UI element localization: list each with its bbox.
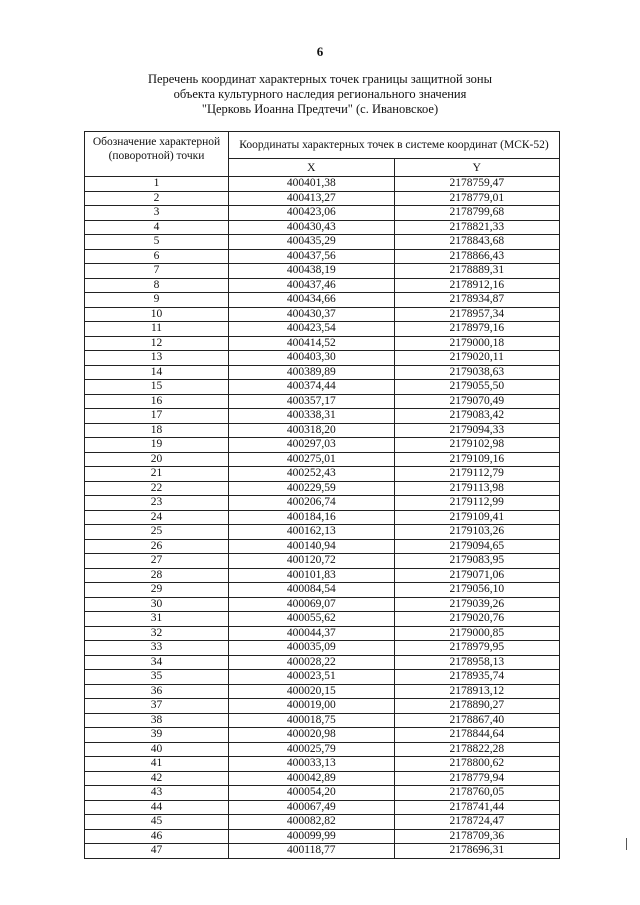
point-number-cell: 39 (85, 728, 229, 743)
table-row (85, 206, 560, 221)
point-number-cell: 38 (85, 713, 229, 728)
point-number-cell: 24 (85, 510, 229, 525)
document-title (0, 72, 640, 117)
x-coordinate-cell: 400275,01 (229, 452, 395, 467)
point-number-cell: 47 (85, 844, 229, 859)
y-coordinate-cell: 2179056,10 (394, 583, 560, 598)
point-number-cell: 7 (85, 264, 229, 279)
point-number-cell: 30 (85, 597, 229, 612)
point-number-cell: 35 (85, 670, 229, 685)
x-coordinate-cell: 400019,00 (229, 699, 395, 714)
page-number: 6 (316, 44, 324, 59)
x-coordinate-cell: 400435,29 (229, 235, 395, 250)
y-coordinate-cell: 2179094,65 (394, 539, 560, 554)
point-number-cell: 45 (85, 815, 229, 830)
table-row (85, 365, 560, 380)
point-number-cell: 43 (85, 786, 229, 801)
y-coordinate-cell: 2178799,68 (394, 206, 560, 221)
y-coordinate-cell: 2178979,16 (394, 322, 560, 337)
x-coordinate-cell: 400101,83 (229, 568, 395, 583)
x-coordinate-cell: 400438,19 (229, 264, 395, 279)
y-coordinate-cell: 2179000,85 (394, 626, 560, 641)
point-number-cell: 13 (85, 351, 229, 366)
y-coordinate-cell: 2178696,31 (394, 844, 560, 859)
table-row (85, 423, 560, 438)
table-row (85, 510, 560, 525)
y-coordinate-cell: 2179083,95 (394, 554, 560, 569)
y-coordinate-cell: 2178890,27 (394, 699, 560, 714)
header-point-designation: Обозначение характерной (поворотной) точки (85, 132, 229, 177)
y-coordinate-cell: 2179112,79 (394, 467, 560, 482)
point-number-cell: 9 (85, 293, 229, 308)
x-coordinate-cell: 400020,15 (229, 684, 395, 699)
x-coordinate-cell: 400357,17 (229, 394, 395, 409)
point-number-cell: 23 (85, 496, 229, 511)
margin-mark (626, 838, 627, 850)
y-coordinate-cell: 2179083,42 (394, 409, 560, 424)
point-number-cell: 11 (85, 322, 229, 337)
y-coordinate-cell: 2178935,74 (394, 670, 560, 685)
x-coordinate-cell: 400054,20 (229, 786, 395, 801)
table-row (85, 264, 560, 279)
table-row (85, 844, 560, 859)
point-number-cell: 34 (85, 655, 229, 670)
table-row (85, 293, 560, 308)
table-row (85, 539, 560, 554)
y-coordinate-cell: 2179020,11 (394, 351, 560, 366)
point-number-cell: 8 (85, 278, 229, 293)
y-coordinate-cell: 2179071,06 (394, 568, 560, 583)
y-coordinate-cell: 2179038,63 (394, 365, 560, 380)
x-coordinate-cell: 400413,27 (229, 191, 395, 206)
y-coordinate-cell: 2179055,50 (394, 380, 560, 395)
y-coordinate-cell: 2179094,33 (394, 423, 560, 438)
y-coordinate-cell: 2178800,62 (394, 757, 560, 772)
x-coordinate-cell: 400140,94 (229, 539, 395, 554)
y-coordinate-cell: 2178867,40 (394, 713, 560, 728)
point-number-cell: 27 (85, 554, 229, 569)
y-coordinate-cell: 2178760,05 (394, 786, 560, 801)
y-coordinate-cell: 2178724,47 (394, 815, 560, 830)
point-number-cell: 12 (85, 336, 229, 351)
y-coordinate-cell: 2179102,98 (394, 438, 560, 453)
y-coordinate-cell: 2178779,01 (394, 191, 560, 206)
table-row (85, 670, 560, 685)
table-row (85, 467, 560, 482)
x-coordinate-cell: 400118,77 (229, 844, 395, 859)
table-row (85, 597, 560, 612)
table-row (85, 800, 560, 815)
x-coordinate-cell: 400082,82 (229, 815, 395, 830)
point-number-cell: 31 (85, 612, 229, 627)
table-row (85, 336, 560, 351)
x-coordinate-cell: 400437,46 (229, 278, 395, 293)
y-coordinate-cell: 2178912,16 (394, 278, 560, 293)
table-row (85, 829, 560, 844)
x-coordinate-cell: 400184,16 (229, 510, 395, 525)
table-row (85, 278, 560, 293)
point-number-cell: 28 (85, 568, 229, 583)
header-x: X (229, 159, 395, 177)
y-coordinate-cell: 2178844,64 (394, 728, 560, 743)
y-coordinate-cell: 2178741,44 (394, 800, 560, 815)
x-coordinate-cell: 400055,62 (229, 612, 395, 627)
x-coordinate-cell: 400401,38 (229, 177, 395, 192)
table-row (85, 380, 560, 395)
point-number-cell: 37 (85, 699, 229, 714)
point-number-cell: 46 (85, 829, 229, 844)
point-number-cell: 5 (85, 235, 229, 250)
x-coordinate-cell: 400374,44 (229, 380, 395, 395)
y-coordinate-cell: 2179113,98 (394, 481, 560, 496)
y-coordinate-cell: 2178957,34 (394, 307, 560, 322)
y-coordinate-cell: 2179070,49 (394, 394, 560, 409)
x-coordinate-cell: 400318,20 (229, 423, 395, 438)
table-row (85, 583, 560, 598)
point-number-cell: 2 (85, 191, 229, 206)
table-row (85, 177, 560, 192)
y-coordinate-cell: 2178866,43 (394, 249, 560, 264)
x-coordinate-cell: 400437,56 (229, 249, 395, 264)
point-number-cell: 40 (85, 742, 229, 757)
y-coordinate-cell: 2178934,87 (394, 293, 560, 308)
table-row (85, 322, 560, 337)
point-number-cell: 1 (85, 177, 229, 192)
table-row (85, 757, 560, 772)
x-coordinate-cell: 400206,74 (229, 496, 395, 511)
table-row (85, 191, 560, 206)
y-coordinate-cell: 2178822,28 (394, 742, 560, 757)
table-row (85, 699, 560, 714)
table-row (85, 525, 560, 540)
point-number-cell: 42 (85, 771, 229, 786)
x-coordinate-cell: 400044,37 (229, 626, 395, 641)
table-row (85, 568, 560, 583)
point-number-cell: 16 (85, 394, 229, 409)
table-row (85, 771, 560, 786)
table-row (85, 728, 560, 743)
table-row (85, 641, 560, 656)
table-row (85, 554, 560, 569)
y-coordinate-cell: 2178958,13 (394, 655, 560, 670)
x-coordinate-cell: 400067,49 (229, 800, 395, 815)
title-line-2: объекта культурного наследия регионального значения (173, 87, 467, 101)
x-coordinate-cell: 400023,51 (229, 670, 395, 685)
x-coordinate-cell: 400403,30 (229, 351, 395, 366)
point-number-cell: 10 (85, 307, 229, 322)
x-coordinate-cell: 400423,06 (229, 206, 395, 221)
table-row (85, 612, 560, 627)
x-coordinate-cell: 400099,99 (229, 829, 395, 844)
table-row (85, 409, 560, 424)
table-row (85, 655, 560, 670)
table-row (85, 351, 560, 366)
table-row (85, 496, 560, 511)
point-number-cell: 25 (85, 525, 229, 540)
x-coordinate-cell: 400028,22 (229, 655, 395, 670)
point-number-cell: 44 (85, 800, 229, 815)
point-number-cell: 32 (85, 626, 229, 641)
x-coordinate-cell: 400389,89 (229, 365, 395, 380)
table-row (85, 452, 560, 467)
y-coordinate-cell: 2178913,12 (394, 684, 560, 699)
x-coordinate-cell: 400423,54 (229, 322, 395, 337)
y-coordinate-cell: 2178979,95 (394, 641, 560, 656)
point-number-cell: 14 (85, 365, 229, 380)
x-coordinate-cell: 400430,43 (229, 220, 395, 235)
x-coordinate-cell: 400229,59 (229, 481, 395, 496)
x-coordinate-cell: 400020,98 (229, 728, 395, 743)
x-coordinate-cell: 400084,54 (229, 583, 395, 598)
point-number-cell: 26 (85, 539, 229, 554)
table-row (85, 815, 560, 830)
title-line-1: Перечень координат характерных точек границы защитной зоны (147, 72, 493, 86)
table-row (85, 249, 560, 264)
title-line-3: "Церковь Иоанна Предтечи" (с. Ивановское) (201, 102, 439, 116)
table-row (85, 307, 560, 322)
table-row (85, 235, 560, 250)
point-number-cell: 33 (85, 641, 229, 656)
table-row (85, 220, 560, 235)
table-body (85, 177, 560, 859)
y-coordinate-cell: 2179000,18 (394, 336, 560, 351)
x-coordinate-cell: 400069,07 (229, 597, 395, 612)
y-coordinate-cell: 2178843,68 (394, 235, 560, 250)
x-coordinate-cell: 400297,03 (229, 438, 395, 453)
point-number-cell: 3 (85, 206, 229, 221)
x-coordinate-cell: 400033,13 (229, 757, 395, 772)
x-coordinate-cell: 400338,31 (229, 409, 395, 424)
x-coordinate-cell: 400162,13 (229, 525, 395, 540)
x-coordinate-cell: 400252,43 (229, 467, 395, 482)
point-number-cell: 29 (85, 583, 229, 598)
point-number-cell: 21 (85, 467, 229, 482)
x-coordinate-cell: 400025,79 (229, 742, 395, 757)
x-coordinate-cell: 400120,72 (229, 554, 395, 569)
y-coordinate-cell: 2178779,94 (394, 771, 560, 786)
point-number-cell: 15 (85, 380, 229, 395)
point-number-cell: 20 (85, 452, 229, 467)
table-row (85, 481, 560, 496)
table-row (85, 438, 560, 453)
y-coordinate-cell: 2178709,36 (394, 829, 560, 844)
x-coordinate-cell: 400035,09 (229, 641, 395, 656)
point-number-cell: 18 (85, 423, 229, 438)
table-row (85, 713, 560, 728)
y-coordinate-cell: 2179039,26 (394, 597, 560, 612)
point-number-cell: 17 (85, 409, 229, 424)
point-number-cell: 6 (85, 249, 229, 264)
point-number-cell: 41 (85, 757, 229, 772)
y-coordinate-cell: 2179112,99 (394, 496, 560, 511)
x-coordinate-cell: 400414,52 (229, 336, 395, 351)
y-coordinate-cell: 2178821,33 (394, 220, 560, 235)
x-coordinate-cell: 400018,75 (229, 713, 395, 728)
y-coordinate-cell: 2179109,16 (394, 452, 560, 467)
table-row (85, 786, 560, 801)
header-coordinates: Координаты характерных точек в системе координат (МСК-52) (229, 132, 560, 159)
x-coordinate-cell: 400430,37 (229, 307, 395, 322)
table-row (85, 684, 560, 699)
y-coordinate-cell: 2179103,26 (394, 525, 560, 540)
y-coordinate-cell: 2179109,41 (394, 510, 560, 525)
x-coordinate-cell: 400042,89 (229, 771, 395, 786)
table-row (85, 394, 560, 409)
coordinates-table (84, 131, 560, 859)
point-number-cell: 36 (85, 684, 229, 699)
table-row (85, 626, 560, 641)
header-y: Y (394, 159, 560, 177)
y-coordinate-cell: 2178759,47 (394, 177, 560, 192)
y-coordinate-cell: 2178889,31 (394, 264, 560, 279)
point-number-cell: 22 (85, 481, 229, 496)
x-coordinate-cell: 400434,66 (229, 293, 395, 308)
point-number-cell: 4 (85, 220, 229, 235)
table-row (85, 742, 560, 757)
point-number-cell: 19 (85, 438, 229, 453)
y-coordinate-cell: 2179020,76 (394, 612, 560, 627)
